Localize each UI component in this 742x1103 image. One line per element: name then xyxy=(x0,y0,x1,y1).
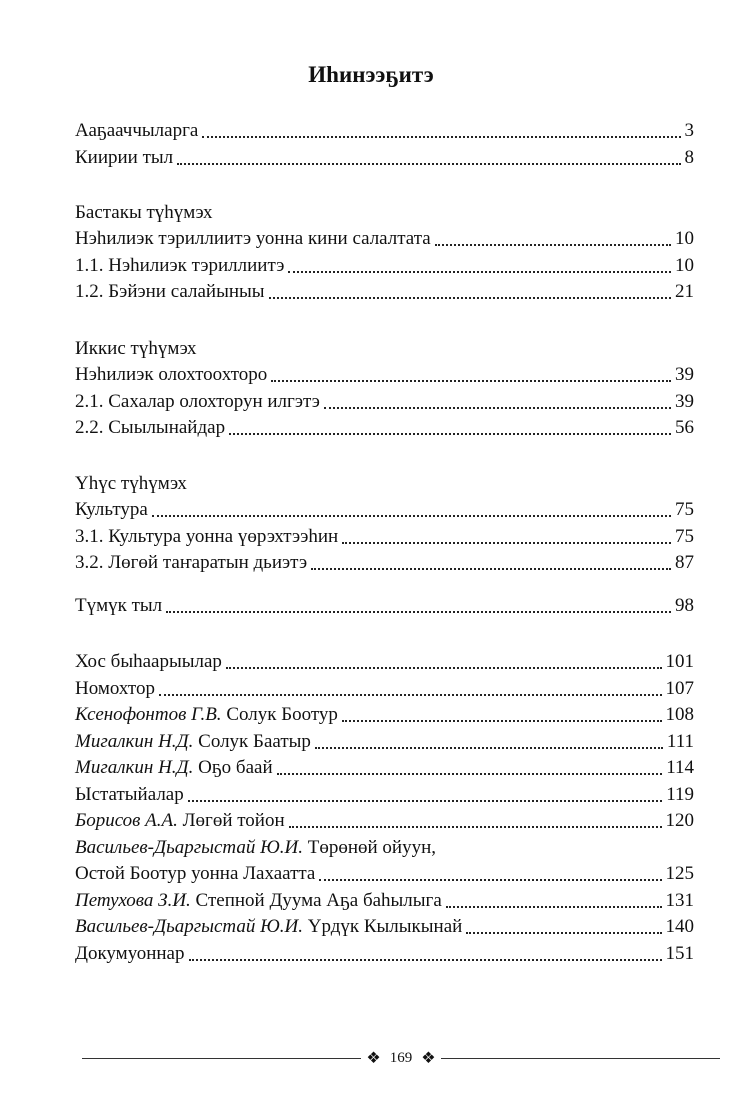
toc-entry-text xyxy=(75,415,225,441)
toc-entry[interactable] xyxy=(75,226,694,252)
toc-entry-title: Лөгөй тойон xyxy=(182,810,285,831)
toc-entry-page: 107 xyxy=(665,678,694,699)
toc-entry-page: 119 xyxy=(666,784,694,805)
toc-entry-author: Васильев-Дьаргыстай Ю.И. xyxy=(75,837,303,858)
toc-entry-title: Ыстатыйалар xyxy=(75,784,184,805)
toc-entry-page: 8 xyxy=(684,147,694,168)
toc-entry-title: Солук Боотур xyxy=(226,704,338,725)
toc-entry-text xyxy=(75,941,185,967)
toc-entry-text xyxy=(75,145,173,171)
toc-entry-page: 108 xyxy=(665,704,694,725)
toc-entry-page: 3 xyxy=(684,120,694,141)
toc-entry[interactable] xyxy=(75,888,694,914)
toc-entry[interactable] xyxy=(75,497,694,523)
toc-entry-title: Нэhилиэк тэриллиитэ уонна кини салалтата xyxy=(75,228,431,249)
toc-entry[interactable] xyxy=(75,649,694,675)
toc-entry[interactable] xyxy=(75,914,694,940)
toc-entry-text xyxy=(75,835,436,861)
toc-entry-text xyxy=(75,808,285,834)
toc-entry-text xyxy=(75,389,320,415)
toc-entry[interactable] xyxy=(75,835,694,861)
toc-entry[interactable] xyxy=(75,593,694,619)
toc-entry-title: Хос быhаарыылар xyxy=(75,651,222,672)
toc-entry-text xyxy=(75,279,265,305)
dot-leader xyxy=(311,568,671,570)
toc-entry-text xyxy=(75,914,462,940)
section-heading: Иккис түhүмэх xyxy=(75,338,197,359)
toc-entry-title: Остой Боотур уонна Лахаатта xyxy=(75,863,316,884)
toc-entry-page: 98 xyxy=(675,595,694,616)
toc-entry[interactable] xyxy=(75,808,694,834)
toc-entry-title: Оҕо баай xyxy=(198,757,273,778)
toc-entry-text xyxy=(75,362,267,388)
toc-entry-page: 56 xyxy=(675,417,694,438)
dot-leader xyxy=(226,667,662,669)
toc-entry-text xyxy=(75,755,273,781)
toc-entry-page: 101 xyxy=(665,651,694,672)
ornament-icon: ❖ xyxy=(366,1050,381,1067)
toc-entry-author: Ксенофонтов Г.В. xyxy=(75,704,222,725)
dot-leader xyxy=(342,542,671,544)
dot-leader xyxy=(159,694,662,696)
toc-entry-title: Номохтор xyxy=(75,678,155,699)
page-footer xyxy=(82,1046,720,1070)
toc-entry-text xyxy=(75,861,315,887)
toc-entry-page: 10 xyxy=(675,228,694,249)
toc-entry-text xyxy=(75,497,148,523)
footer-rule-left xyxy=(82,1058,361,1059)
toc-entry[interactable] xyxy=(75,253,694,279)
toc-entry-text xyxy=(75,782,184,808)
dot-leader xyxy=(446,906,662,908)
page-number: 169 xyxy=(389,1049,413,1066)
toc-entry-title: 1.1. Нэhилиэк тэриллиитэ xyxy=(75,255,285,276)
toc-entry-title: Түмүк тыл xyxy=(75,595,163,616)
toc-entry-page: 75 xyxy=(675,526,694,547)
toc-entry-title: 3.2. Лөгөй таҥаратын дьиэтэ xyxy=(75,552,308,573)
toc-entry-page: 131 xyxy=(665,890,694,911)
page-title: Иhинээҕитэ xyxy=(308,62,434,87)
toc-entry-text xyxy=(75,729,311,755)
dot-leader xyxy=(166,611,671,613)
ornament-icon: ❖ xyxy=(421,1050,436,1067)
dot-leader xyxy=(466,932,661,934)
toc-entry-page: 10 xyxy=(675,255,694,276)
toc-entry-title: 3.1. Культура уонна үөрэхтээhин xyxy=(75,526,339,547)
toc-entry-page: 87 xyxy=(675,552,694,573)
dot-leader xyxy=(202,136,680,138)
footer-rule-right xyxy=(441,1058,720,1059)
dot-leader xyxy=(319,879,661,881)
toc-entry-title: Нэhилиэк олохтоохторо xyxy=(75,364,268,385)
dot-leader xyxy=(324,407,671,409)
toc-entry-page: 39 xyxy=(675,364,694,385)
dot-leader xyxy=(289,826,662,828)
toc-entry-text xyxy=(75,676,155,702)
toc-entry-title: 2.2. Сыылынайдар xyxy=(75,417,226,438)
toc-entry-page: 75 xyxy=(675,499,694,520)
toc-entry-title: Төрөнөй ойуун, xyxy=(307,837,436,858)
toc-entry[interactable] xyxy=(75,362,694,388)
toc-entry-author: Петухова З.И. xyxy=(75,890,191,911)
toc-entry-text xyxy=(75,888,442,914)
toc-entry-page: 120 xyxy=(665,810,694,831)
dot-leader xyxy=(152,515,671,517)
toc-entry-page: 140 xyxy=(665,916,694,937)
toc-entry[interactable] xyxy=(75,389,694,415)
toc-entry[interactable] xyxy=(75,524,694,550)
toc-entry[interactable] xyxy=(75,861,694,887)
toc-entry[interactable] xyxy=(75,941,694,967)
dot-leader xyxy=(277,773,663,775)
toc-entry-page: 111 xyxy=(666,731,694,752)
toc-entry-text xyxy=(75,253,284,279)
toc-entry[interactable] xyxy=(75,702,694,728)
toc-entry-title: Докумуоннар xyxy=(75,943,185,964)
toc-entry-title: Ааҕааччыларга xyxy=(75,120,199,141)
dot-leader xyxy=(189,959,662,961)
toc-entry-author: Борисов А.А. xyxy=(75,810,178,831)
section-heading: Үhүс түhүмэх xyxy=(75,473,187,494)
dot-leader xyxy=(288,271,671,273)
toc-entry[interactable] xyxy=(75,755,694,781)
toc-entry-title: Степной Дуума Аҕа баhылыга xyxy=(195,890,442,911)
toc-entry-author: Васильев-Дьаргыстай Ю.И. xyxy=(75,916,303,937)
toc-entry-text xyxy=(75,118,198,144)
toc-entry-page: 114 xyxy=(666,757,694,778)
toc-entry-text xyxy=(75,593,162,619)
toc-entry[interactable] xyxy=(75,415,694,441)
toc-entry[interactable] xyxy=(75,118,694,144)
toc-entry-page: 151 xyxy=(665,943,694,964)
toc-entry-page: 125 xyxy=(665,863,694,884)
toc-entry-title: 1.2. Бэйэни салайыныы xyxy=(75,281,265,302)
section-heading: Бастакы түhүмэх xyxy=(75,202,213,223)
toc-entry[interactable] xyxy=(75,676,694,702)
dot-leader xyxy=(271,380,671,382)
toc-entry-title: Культура xyxy=(75,499,148,520)
toc-entry[interactable] xyxy=(75,550,694,576)
dot-leader xyxy=(188,800,662,802)
toc-entry-text xyxy=(75,550,307,576)
toc-entry-text xyxy=(75,649,222,675)
toc-entry-title: 2.1. Сахалар олохторун илгэтэ xyxy=(75,391,320,412)
toc-entry-text xyxy=(75,524,338,550)
dot-leader xyxy=(269,297,671,299)
toc-entry[interactable] xyxy=(75,729,694,755)
toc-entry-text xyxy=(75,702,338,728)
toc-entry-text xyxy=(75,226,431,252)
dot-leader xyxy=(315,747,663,749)
dot-leader xyxy=(177,163,680,165)
toc-entry[interactable] xyxy=(75,279,694,305)
toc-entry-page: 39 xyxy=(675,391,694,412)
dot-leader xyxy=(435,244,671,246)
dot-leader xyxy=(342,720,662,722)
toc-entry[interactable] xyxy=(75,145,694,171)
toc-entry[interactable] xyxy=(75,782,694,808)
toc-entry-page: 21 xyxy=(675,281,694,302)
toc-entry-title: Киирии тыл xyxy=(75,147,174,168)
dot-leader xyxy=(229,433,671,435)
toc-entry-title: Солук Баатыр xyxy=(198,731,311,752)
toc-entry-title: Үрдүк Кылыкынай xyxy=(307,916,463,937)
toc-entry-author: Мигалкин Н.Д. xyxy=(75,757,194,778)
toc-entry-author: Мигалкин Н.Д. xyxy=(75,731,194,752)
